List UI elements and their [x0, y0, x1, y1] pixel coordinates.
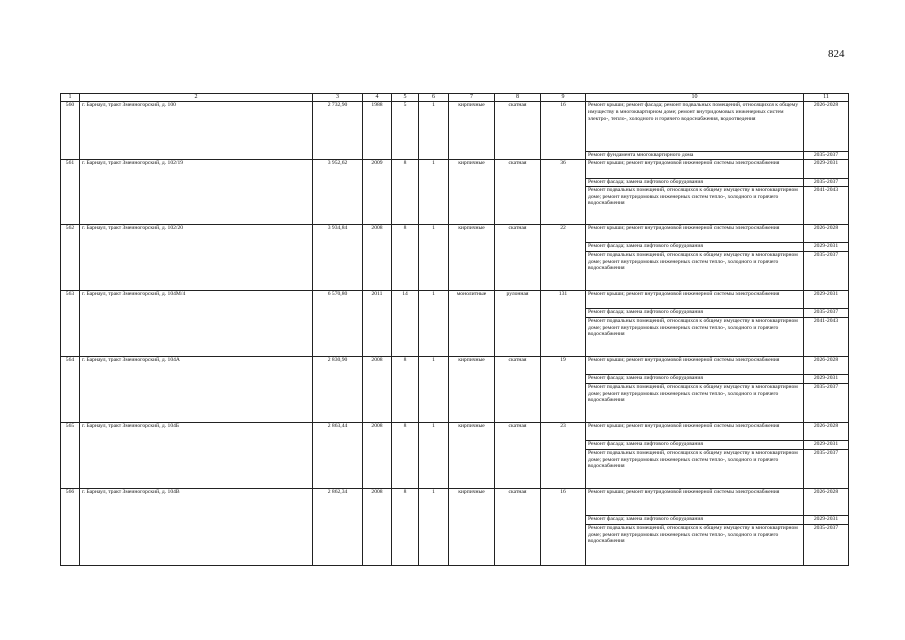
repair-work-cell: Ремонт крыши; ремонт внутридомовой инженерной системы электроснабжения	[586, 488, 804, 515]
floors-cell: 5	[392, 102, 419, 160]
repair-work-cell: Ремонт фасада; замена лифтового оборудования	[586, 515, 804, 524]
record-number: 563	[61, 290, 80, 356]
repair-work-cell: Ремонт фундамента многоквартирного дома	[586, 152, 804, 160]
entrances-cell: 1	[419, 224, 449, 290]
roof-type-cell: скатная	[495, 488, 541, 565]
area-cell: 2 863,44	[313, 422, 363, 488]
repair-period-cell: 2026-2028	[804, 488, 849, 515]
floors-cell: 8	[392, 356, 419, 422]
repair-work-cell: Ремонт подвальных помещений, относящихся к общему имуществу в многоквартирном доме; ремонт внутридомовых инженерных систем тепло-, холодного и горячего водоснабжения	[586, 383, 804, 422]
walls-material-cell: кирпичные	[449, 488, 495, 565]
repair-work-cell: Ремонт подвальных помещений, относящихся к общему имуществу в многоквартирном доме; ремонт внутридомовых инженерных систем тепло-, холодного и горячего водоснабжения	[586, 186, 804, 224]
repair-period-cell: 2029-2031	[804, 374, 849, 383]
repair-work-cell: Ремонт крыши; ремонт внутридомовой инженерной системы электроснабжения	[586, 422, 804, 440]
table-row	[61, 356, 849, 374]
capital-repair-table	[60, 93, 849, 566]
repair-period-cell: 2035-2037	[804, 152, 849, 160]
column-number: 5	[392, 94, 419, 102]
column-number: 6	[419, 94, 449, 102]
repair-work-cell: Ремонт подвальных помещений, относящихся к общему имуществу в многоквартирном доме; ремонт внутридомовых инженерных систем тепло-, холодного и горячего водоснабжения	[586, 317, 804, 356]
area-cell: 2 830,90	[313, 356, 363, 422]
walls-material-cell: кирпичные	[449, 224, 495, 290]
roof-type-cell: скатная	[495, 102, 541, 160]
column-number: 8	[495, 94, 541, 102]
walls-material-cell: кирпичные	[449, 102, 495, 160]
entrances-cell: 1	[419, 422, 449, 488]
repair-period-cell: 2035-2037	[804, 383, 849, 422]
floors-cell: 8	[392, 422, 419, 488]
repair-period-cell: 2026-2028	[804, 422, 849, 440]
roof-type-cell: скатная	[495, 159, 541, 224]
column-number: 9	[541, 94, 586, 102]
roof-type-cell: скатная	[495, 422, 541, 488]
units-cell: 22	[541, 224, 586, 290]
year-cell: 2008	[363, 488, 392, 565]
year-cell: 2008	[363, 422, 392, 488]
column-numbers-row	[61, 94, 849, 102]
floors-cell: 14	[392, 290, 419, 356]
repair-work-cell: Ремонт крыши; ремонт внутридомовой инженерной системы электроснабжения	[586, 356, 804, 374]
area-cell: 3 952,62	[313, 159, 363, 224]
repair-period-cell: 2029-2031	[804, 290, 849, 308]
walls-material-cell: монолитные	[449, 290, 495, 356]
repair-work-cell: Ремонт фасада; замена лифтового оборудования	[586, 440, 804, 449]
repair-work-cell: Ремонт крыши; ремонт внутридомовой инженерной системы электроснабжения	[586, 224, 804, 242]
record-number: 561	[61, 159, 80, 224]
repair-period-cell: 2035-2037	[804, 308, 849, 317]
table-row	[61, 422, 849, 440]
entrances-cell: 1	[419, 102, 449, 160]
area-cell: 2 732,90	[313, 102, 363, 160]
record-number: 566	[61, 488, 80, 565]
floors-cell: 8	[392, 488, 419, 565]
column-number: 7	[449, 94, 495, 102]
column-number: 1	[61, 94, 80, 102]
repair-period-cell: 2029-2031	[804, 515, 849, 524]
table-row	[61, 102, 849, 152]
table-row	[61, 290, 849, 308]
repair-work-cell: Ремонт подвальных помещений, относящихся к общему имуществу в многоквартирном доме; ремонт внутридомовых инженерных систем тепло-, холодного и горячего водоснабжения	[586, 524, 804, 565]
address-cell: г. Барнаул, тракт Змеиногорский, д. 102/20	[80, 224, 313, 290]
units-cell: 16	[541, 102, 586, 160]
entrances-cell: 1	[419, 159, 449, 224]
record-number: 560	[61, 102, 80, 160]
repair-work-cell: Ремонт фасада; замена лифтового оборудования	[586, 308, 804, 317]
record-number: 564	[61, 356, 80, 422]
entrances-cell: 1	[419, 290, 449, 356]
column-number: 10	[586, 94, 804, 102]
column-number: 11	[804, 94, 849, 102]
floors-cell: 8	[392, 159, 419, 224]
year-cell: 2011	[363, 290, 392, 356]
units-cell: 23	[541, 422, 586, 488]
table-body	[61, 102, 849, 566]
repair-period-cell: 2029-2031	[804, 440, 849, 449]
repair-period-cell: 2035-2037	[804, 524, 849, 565]
walls-material-cell: кирпичные	[449, 159, 495, 224]
repair-period-cell: 2041-2043	[804, 317, 849, 356]
roof-type-cell: скатная	[495, 224, 541, 290]
repair-work-cell: Ремонт крыши; ремонт внутридомовой инженерной системы электроснабжения	[586, 290, 804, 308]
repair-period-cell: 2026-2028	[804, 356, 849, 374]
address-cell: г. Барнаул, тракт Змеиногорский, д. 104В	[80, 488, 313, 565]
walls-material-cell: кирпичные	[449, 422, 495, 488]
year-cell: 1988	[363, 102, 392, 160]
area-cell: 2 862,34	[313, 488, 363, 565]
repair-period-cell: 2026-2028	[804, 102, 849, 152]
repair-period-cell: 2029-2031	[804, 242, 849, 251]
repair-work-cell: Ремонт фасада; замена лифтового оборудования	[586, 242, 804, 251]
repair-work-cell: Ремонт фасада; замена лифтового оборудования	[586, 178, 804, 186]
roof-type-cell: рулонная	[495, 290, 541, 356]
units-cell: 16	[541, 488, 586, 565]
record-number: 562	[61, 224, 80, 290]
page-number: 824	[828, 48, 845, 60]
table-header	[61, 94, 849, 102]
repair-period-cell: 2029-2031	[804, 159, 849, 178]
units-cell: 131	[541, 290, 586, 356]
address-cell: г. Барнаул, тракт Змеиногорский, д. 104А	[80, 356, 313, 422]
repair-work-cell: Ремонт крыши; ремонт фасада; ремонт подвальных помещений, относящихся к общему имуществу в многоквартирном доме; ремонт внутридомовых инженерных систем электро-, тепло-, холодного и горячего водоснабжения, водоотведения	[586, 102, 804, 152]
walls-material-cell: кирпичные	[449, 356, 495, 422]
column-number: 3	[313, 94, 363, 102]
year-cell: 2008	[363, 224, 392, 290]
address-cell: г. Барнаул, тракт Змеиногорский, д. 102/19	[80, 159, 313, 224]
units-cell: 36	[541, 159, 586, 224]
repair-period-cell: 2035-2037	[804, 449, 849, 488]
area-cell: 3 934,84	[313, 224, 363, 290]
floors-cell: 8	[392, 224, 419, 290]
repair-work-cell: Ремонт крыши; ремонт внутридомовой инженерной системы электроснабжения	[586, 159, 804, 178]
repair-work-cell: Ремонт фасада; замена лифтового оборудования	[586, 374, 804, 383]
year-cell: 2008	[363, 356, 392, 422]
year-cell: 2009	[363, 159, 392, 224]
column-number: 4	[363, 94, 392, 102]
roof-type-cell: скатная	[495, 356, 541, 422]
area-cell: 6 570,80	[313, 290, 363, 356]
address-cell: г. Барнаул, тракт Змеиногорский, д. 104Б	[80, 422, 313, 488]
table-row	[61, 488, 849, 515]
column-number: 2	[80, 94, 313, 102]
table-row	[61, 159, 849, 178]
repair-period-cell: 2026-2028	[804, 224, 849, 242]
repair-period-cell: 2035-2037	[804, 178, 849, 186]
table-row	[61, 224, 849, 242]
entrances-cell: 1	[419, 488, 449, 565]
repair-work-cell: Ремонт подвальных помещений, относящихся к общему имуществу в многоквартирном доме; ремонт внутридомовых инженерных систем тепло-, холодного и горячего водоснабжения	[586, 251, 804, 290]
repair-period-cell: 2041-2043	[804, 186, 849, 224]
repair-period-cell: 2035-2037	[804, 251, 849, 290]
repair-work-cell: Ремонт подвальных помещений, относящихся к общему имуществу в многоквартирном доме; ремонт внутридомовых инженерных систем тепло-, холодного и горячего водоснабжения	[586, 449, 804, 488]
record-number: 565	[61, 422, 80, 488]
entrances-cell: 1	[419, 356, 449, 422]
address-cell: г. Барнаул, тракт Змеиногорский, д. 100	[80, 102, 313, 160]
units-cell: 19	[541, 356, 586, 422]
address-cell: г. Барнаул, тракт Змеиногорский, д. 104М/4	[80, 290, 313, 356]
